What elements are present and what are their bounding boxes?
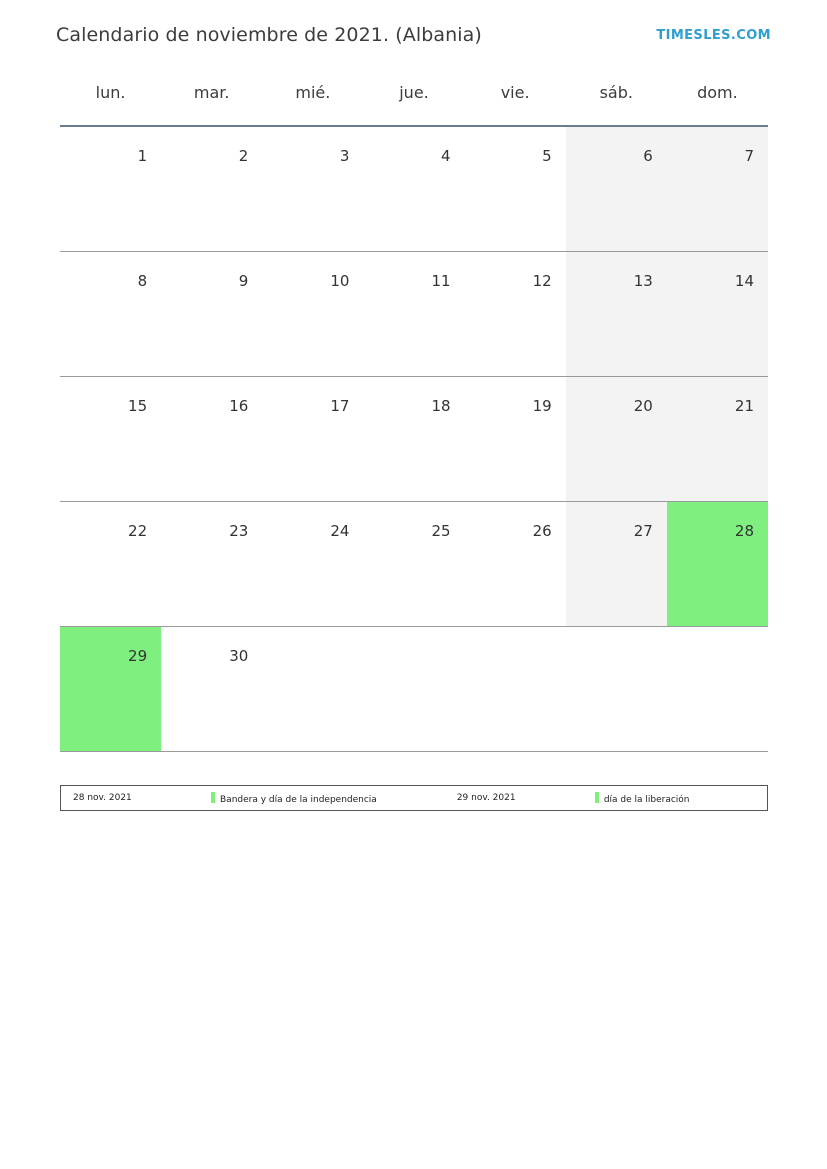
day-number: 19 bbox=[532, 396, 552, 415]
day-number: 11 bbox=[431, 271, 451, 290]
calendar-grid bbox=[60, 82, 768, 752]
weekday-header-sat: sáb. bbox=[599, 83, 633, 102]
day-number: 14 bbox=[734, 271, 754, 290]
day-cell[interactable] bbox=[161, 126, 262, 251]
day-cell[interactable] bbox=[60, 126, 161, 251]
day-number: 6 bbox=[643, 147, 653, 165]
day-cell[interactable] bbox=[161, 376, 262, 501]
day-cell[interactable] bbox=[262, 376, 363, 501]
day-number: 3 bbox=[339, 147, 350, 165]
day-number: 1 bbox=[137, 147, 148, 165]
day-cell-weekend[interactable] bbox=[667, 126, 768, 251]
day-cell[interactable] bbox=[161, 501, 262, 626]
day-cell-holiday[interactable] bbox=[667, 501, 768, 626]
day-number: 2 bbox=[238, 147, 249, 165]
day-cell-weekend[interactable] bbox=[566, 501, 667, 626]
weekday-header-fri: vie. bbox=[500, 83, 530, 102]
day-number: 20 bbox=[633, 396, 653, 415]
day-cell[interactable] bbox=[465, 376, 566, 501]
day-cell[interactable] bbox=[465, 126, 566, 251]
day-number: 8 bbox=[137, 271, 148, 290]
day-cell-weekend[interactable] bbox=[566, 126, 667, 251]
day-number: 26 bbox=[532, 521, 552, 540]
day-cell[interactable] bbox=[262, 501, 363, 626]
day-number: 23 bbox=[229, 521, 249, 540]
day-cell[interactable] bbox=[465, 501, 566, 626]
weekday-header-mon: lun. bbox=[95, 83, 126, 102]
holiday-legend bbox=[60, 785, 768, 811]
day-cell[interactable] bbox=[465, 251, 566, 376]
legend-date: 29 nov. 2021 bbox=[456, 793, 516, 803]
day-number: 10 bbox=[330, 271, 350, 290]
day-cell[interactable] bbox=[363, 376, 464, 501]
day-cell[interactable] bbox=[161, 626, 262, 751]
page-header bbox=[56, 18, 771, 52]
day-number: 28 bbox=[734, 521, 754, 540]
day-cell-holiday[interactable] bbox=[60, 626, 161, 751]
week-row bbox=[60, 376, 768, 501]
holiday-color-swatch-icon bbox=[595, 792, 599, 803]
holiday-color-swatch-icon bbox=[211, 792, 215, 803]
day-number: 21 bbox=[734, 396, 754, 415]
page-title: Calendario de noviembre de 2021. (Albania) bbox=[56, 24, 482, 46]
day-number: 18 bbox=[431, 396, 451, 415]
week-row bbox=[60, 251, 768, 376]
day-number: 4 bbox=[441, 147, 451, 165]
week-row bbox=[60, 626, 768, 751]
day-cell-empty bbox=[566, 626, 667, 751]
weekday-header-tue: mar. bbox=[193, 83, 230, 102]
calendar-head bbox=[60, 82, 768, 126]
day-number: 9 bbox=[238, 271, 249, 290]
day-cell[interactable] bbox=[262, 126, 363, 251]
legend-entry-liberation bbox=[595, 792, 690, 805]
day-cell-empty bbox=[262, 626, 363, 751]
day-number: 5 bbox=[542, 147, 552, 165]
day-cell[interactable] bbox=[363, 501, 464, 626]
day-cell-empty bbox=[465, 626, 566, 751]
day-cell-weekend[interactable] bbox=[566, 251, 667, 376]
day-number: 13 bbox=[633, 271, 653, 290]
day-number: 22 bbox=[128, 521, 148, 540]
legend-entry-independence bbox=[211, 792, 377, 805]
weekday-header-row bbox=[60, 82, 768, 126]
day-cell[interactable] bbox=[60, 376, 161, 501]
weekday-header-sun: dom. bbox=[697, 83, 738, 102]
day-number: 24 bbox=[330, 521, 350, 540]
day-cell[interactable] bbox=[363, 251, 464, 376]
site-brand: TIMESLES.COM bbox=[656, 27, 771, 43]
day-cell[interactable] bbox=[60, 251, 161, 376]
day-cell-weekend[interactable] bbox=[667, 251, 768, 376]
day-number: 15 bbox=[128, 396, 148, 415]
legend-date: 28 nov. 2021 bbox=[73, 793, 132, 803]
day-cell[interactable] bbox=[60, 501, 161, 626]
week-row bbox=[60, 126, 768, 251]
day-number: 27 bbox=[633, 521, 653, 540]
legend-label: Bandera y día de la independencia bbox=[220, 794, 377, 805]
day-cell[interactable] bbox=[161, 251, 262, 376]
day-cell[interactable] bbox=[262, 251, 363, 376]
day-number: 7 bbox=[744, 147, 754, 165]
day-cell-empty bbox=[667, 626, 768, 751]
week-row bbox=[60, 501, 768, 626]
day-cell-weekend[interactable] bbox=[566, 376, 667, 501]
calendar-table bbox=[60, 82, 768, 752]
day-number: 29 bbox=[128, 646, 148, 665]
weekday-header-wed: mié. bbox=[295, 83, 331, 102]
day-number: 30 bbox=[229, 646, 249, 665]
weekday-header-thu: jue. bbox=[399, 83, 429, 102]
legend-label: día de la liberación bbox=[603, 794, 690, 805]
day-number: 25 bbox=[431, 521, 451, 540]
day-cell-empty bbox=[363, 626, 464, 751]
day-number: 16 bbox=[229, 396, 249, 415]
day-number: 12 bbox=[532, 271, 552, 290]
day-number: 17 bbox=[330, 396, 350, 415]
day-cell[interactable] bbox=[363, 126, 464, 251]
day-cell-weekend[interactable] bbox=[667, 376, 768, 501]
calendar-body bbox=[60, 126, 768, 751]
